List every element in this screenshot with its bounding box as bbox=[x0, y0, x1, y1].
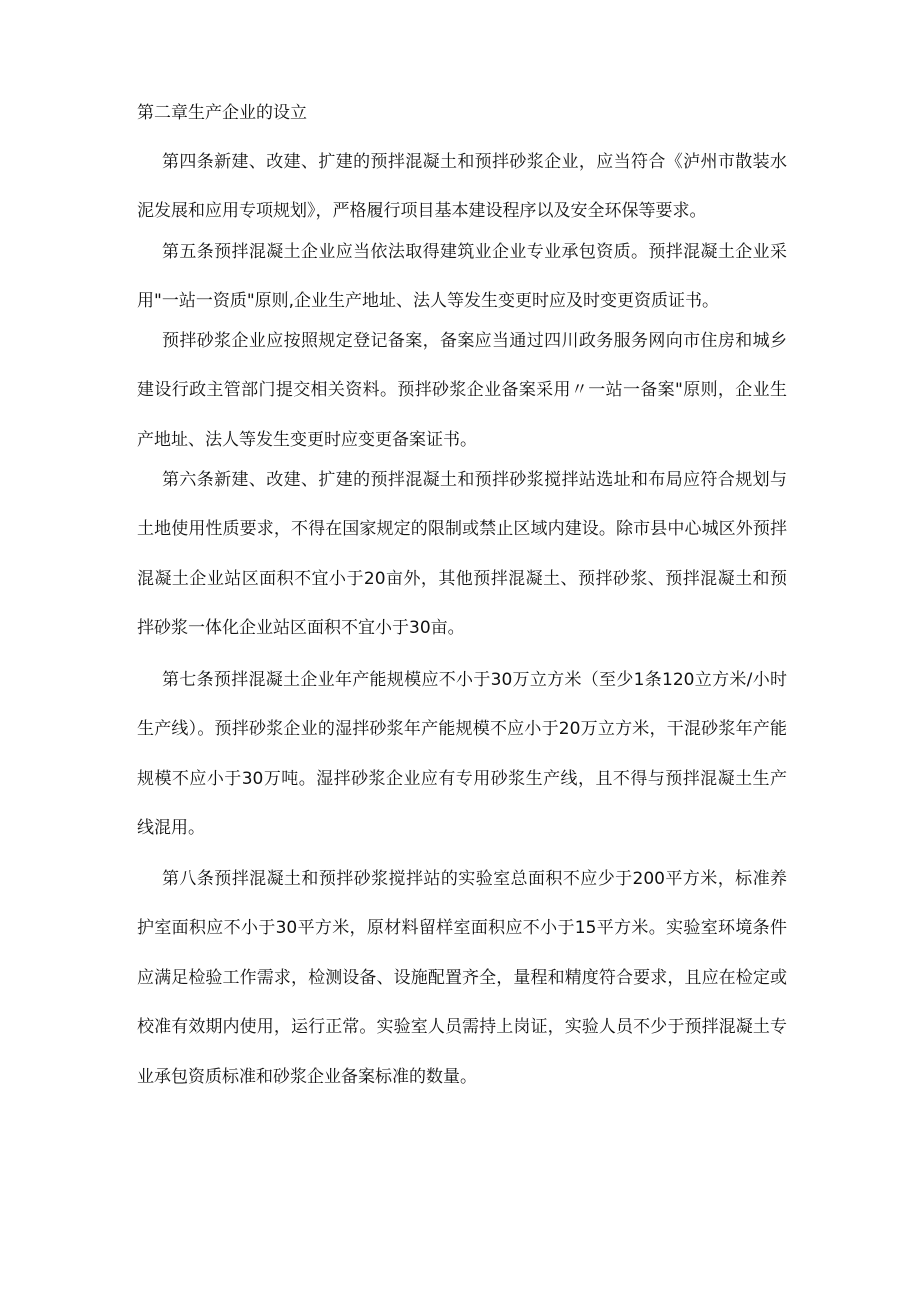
article-8-paragraph: 第八条预拌混凝土和预拌砂浆搅拌站的实验室总面积不应少于200平方米，标准养护室面积应不小于30平方米，原材料留样室面积应不小于15平方米。实验室环境条件应满足检验工作需求，检测设备、设施配置齐全，量程和精度符合要求，且应在检定或校准有效期内使用，运行正常。实验室人员需持上岗证，实验人员不少于预拌混凝土专业承包资质标准和砂浆企业备案标准的数量。 bbox=[137, 869, 787, 1087]
article-7-paragraph: 第七条预拌混凝土企业年产能规模应不小于30万立方米（至少1条120立方米/小时生产线）。预拌砂浆企业的湿拌砂浆年产能规模不应小于20万立方米，干混砂浆年产能规模不应小于30万吨。湿拌砂浆企业应有专用砂浆生产线，且不得与预拌混凝土生产线混用。 bbox=[137, 670, 787, 839]
chapter-title: 第二章生产企业的设立 bbox=[137, 103, 307, 123]
article-6-paragraph: 第六条新建、改建、扩建的预拌混凝土和预拌砂浆搅拌站选址和布局应符合规划与土地使用性质要求，不得在国家规定的限制或禁止区域内建设。除市县中心城区外预拌混凝土企业站区面积不宜小于20亩外，其他预拌混凝土、预拌砂浆、预拌混凝土和预拌砂浆一体化企业站区面积不宜小于30亩。 bbox=[137, 470, 787, 639]
article-4-paragraph: 第四条新建、改建、扩建的预拌混凝土和预拌砂浆企业，应当符合《泸州市散装水泥发展和应用专项规划》，严格履行项目基本建设程序以及安全环保等要求。 bbox=[137, 152, 787, 222]
filing-paragraph: 预拌砂浆企业应按照规定登记备案，备案应当通过四川政务服务网向市住房和城乡建设行政主管部门提交相关资料。预拌砂浆企业备案采用〃一站一备案"原则，企业生产地址、法人等发生变更时应变更备案证书。 bbox=[137, 331, 787, 450]
article-5-paragraph: 第五条预拌混凝土企业应当依法取得建筑业企业专业承包资质。预拌混凝土企业采用"一站一资质"原则,企业生产地址、法人等发生变更时应及时变更资质证书。 bbox=[137, 242, 787, 312]
